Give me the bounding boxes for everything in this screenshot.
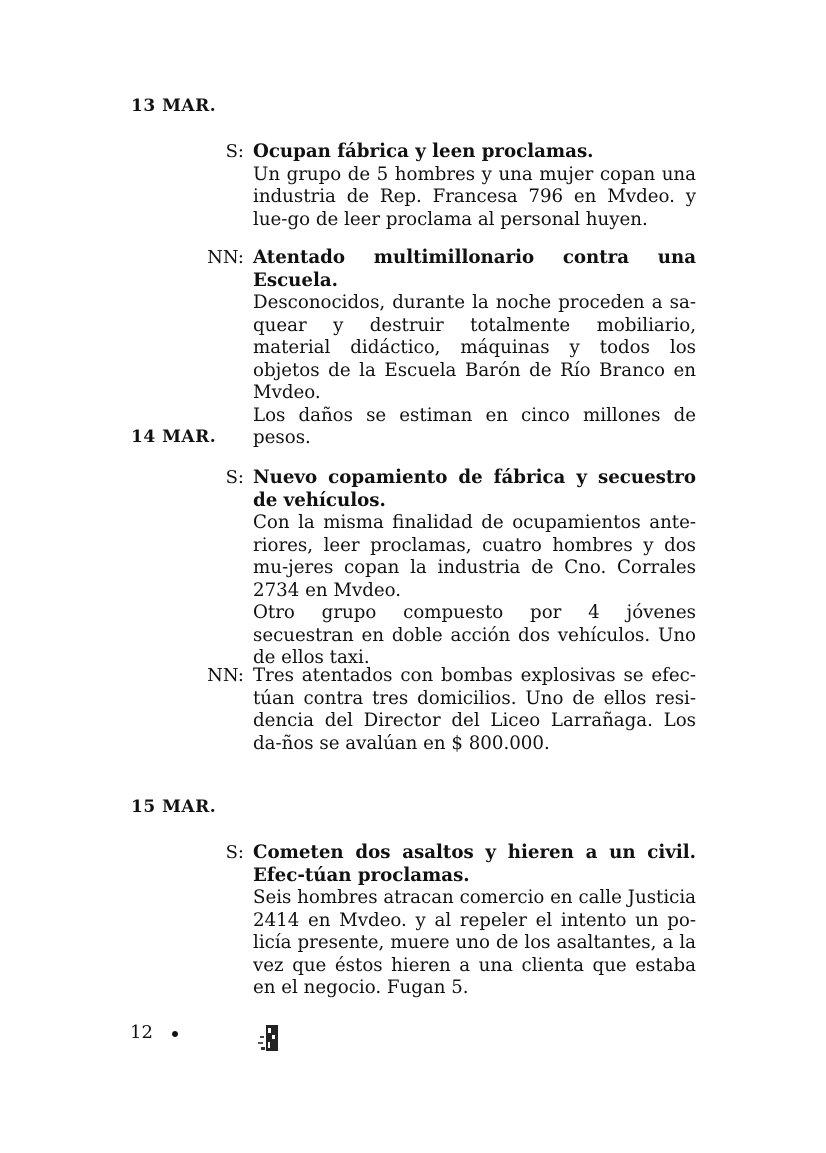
- entry-tag: S:: [225, 842, 244, 863]
- entry-paragraph: Otro grupo compuesto por 4 jóvenes secuestran en doble acción dos vehículos. Uno de ellos taxi.: [253, 602, 696, 668]
- bullet-dot-icon: [172, 1031, 178, 1037]
- entry-tag: NN:: [207, 247, 244, 268]
- entry-paragraph: Tres atentados con bombas explosivas se efec-túan contra tres domicilios. Uno de ellos resi-dencia del Director del Liceo Larrañaga. Los da-ños se avalúan en $ 800.000.: [253, 665, 696, 754]
- entry-tag: NN:: [207, 665, 244, 686]
- date-heading-13-mar: 13 MAR.: [131, 96, 217, 116]
- date-heading-15-mar: 15 MAR.: [131, 797, 217, 817]
- page-number: 12: [130, 1022, 153, 1043]
- entry-13-mar-s: [198, 141, 696, 231]
- entry-paragraph: Con la misma finalidad de ocupamientos ante-riores, leer proclamas, cuatro hombres y dos mu-jeres copan la industria de Cno. Corrales 2734 en Mvdeo.: [253, 512, 696, 601]
- entry-paragraph: Los daños se estiman en cinco millones de pesos.: [253, 404, 696, 448]
- entry-title: Cometen dos asaltos y hieren a un civil. Efec-túan proclamas.: [253, 842, 696, 886]
- printer-mark-icon: [257, 1024, 281, 1052]
- entry-paragraph: Seis hombres atracan comercio en calle Justicia 2414 en Mvdeo. y al repeler el intento un po-licía presente, muere uno de los asaltantes, a la vez que éstos hieren a una clienta que estaba en el negocio. Fugan 5.: [253, 887, 696, 998]
- entry-paragraph: Un grupo de 5 hombres y una mujer copan una industria de Rep. Francesa 796 en Mvdeo. y lue-go de leer proclama al personal huyen.: [253, 163, 696, 230]
- entry-paragraph: Desconocidos, durante la noche proceden a sa-quear y destruir totalmente mobiliario, material didáctico, máquinas y todos los objetos de la Escuela Barón de Río Branco en Mvdeo.: [253, 292, 696, 403]
- entry-14-mar-s: [198, 467, 696, 670]
- entry-tag: S:: [225, 141, 244, 162]
- entry-title: Atentado multimillonario contra una Escuela.: [253, 247, 696, 291]
- date-heading-14-mar: 14 MAR.: [131, 427, 217, 447]
- entry-tag: S:: [225, 467, 244, 488]
- entry-13-mar-nn: [198, 247, 696, 450]
- entry-15-mar-s: [198, 842, 696, 1000]
- entry-title: Ocupan fábrica y leen proclamas.: [253, 141, 594, 162]
- entry-title: Nuevo copamiento de fábrica y secuestro de vehículos.: [253, 467, 696, 511]
- entry-14-mar-nn: [198, 665, 696, 755]
